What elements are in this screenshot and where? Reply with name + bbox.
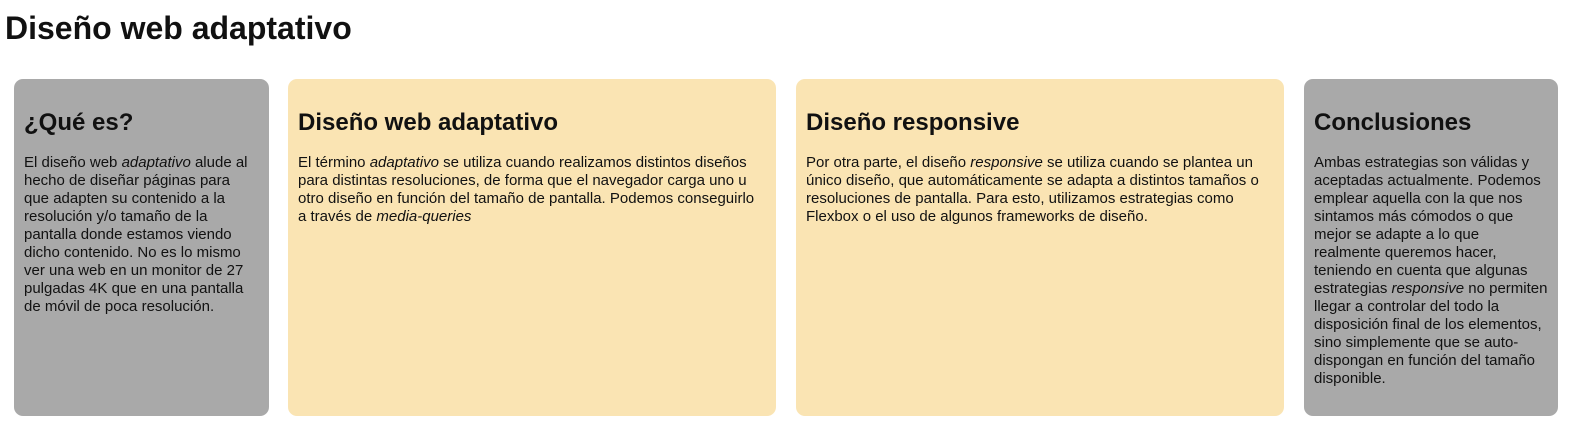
text-segment: El diseño web [24, 154, 122, 171]
text-emphasis: responsive [970, 154, 1043, 171]
card-que-es [14, 79, 269, 416]
text-emphasis: adaptativo [121, 154, 191, 171]
card-title: Conclusiones [1314, 109, 1472, 136]
text-segment: no permiten llegar a controlar del todo la disposición final de los elementos, sino simplemente que se auto-dispongan en función del tamaño disponible. [1314, 280, 1548, 387]
page-title: Diseño web adaptativo [5, 10, 352, 46]
text-emphasis: media-queries [376, 208, 472, 225]
text-segment: se utiliza cuando realizamos distintos diseños para distintas resoluciones, de forma que el navegador carga uno u otro diseño en función del tamaño de pantalla. Podemos conseguirlo a través de [298, 154, 755, 225]
text-emphasis: adaptativo [369, 154, 439, 171]
card-title: Diseño responsive [806, 109, 1020, 136]
card-title: Diseño web adaptativo [298, 109, 559, 136]
card-diseno-adaptativo [288, 79, 776, 416]
card-text [24, 154, 259, 316]
text-segment: El término [298, 154, 370, 171]
text-segment: Por otra parte, el diseño [806, 154, 971, 171]
text-emphasis: responsive [1391, 280, 1465, 297]
card-text [806, 154, 1274, 226]
card-text [298, 154, 766, 226]
text-segment: se utiliza cuando se plantea un único diseño, que automáticamente se adapta a distintos tamaños o resoluciones de pantalla. Para esto, utilizamos estrategias como Flexbox o el uso de algunos frameworks de diseño. [806, 154, 1259, 225]
card-conclusiones [1304, 79, 1558, 416]
text-segment: alude al hecho de diseñar páginas para que adapten su contenido a la resolución y/o tamaño de la pantalla donde estamos viendo dicho contenido. No es lo mismo ver una web en un monitor de 27 pulgadas 4K que en una pantalla de móvil de poca resolución. [24, 154, 248, 315]
text-segment: Ambas estrategias son válidas y aceptadas actualmente. Podemos emplear aquella con la que nos sintamos más cómodos o que mejor se adapte a lo que realmente queremos hacer, teniendo en cuenta que algunas estrategias [1314, 154, 1541, 297]
card-text [1314, 154, 1548, 388]
card-title: ¿Qué es? [24, 109, 134, 136]
card-diseno-responsive [796, 79, 1284, 416]
